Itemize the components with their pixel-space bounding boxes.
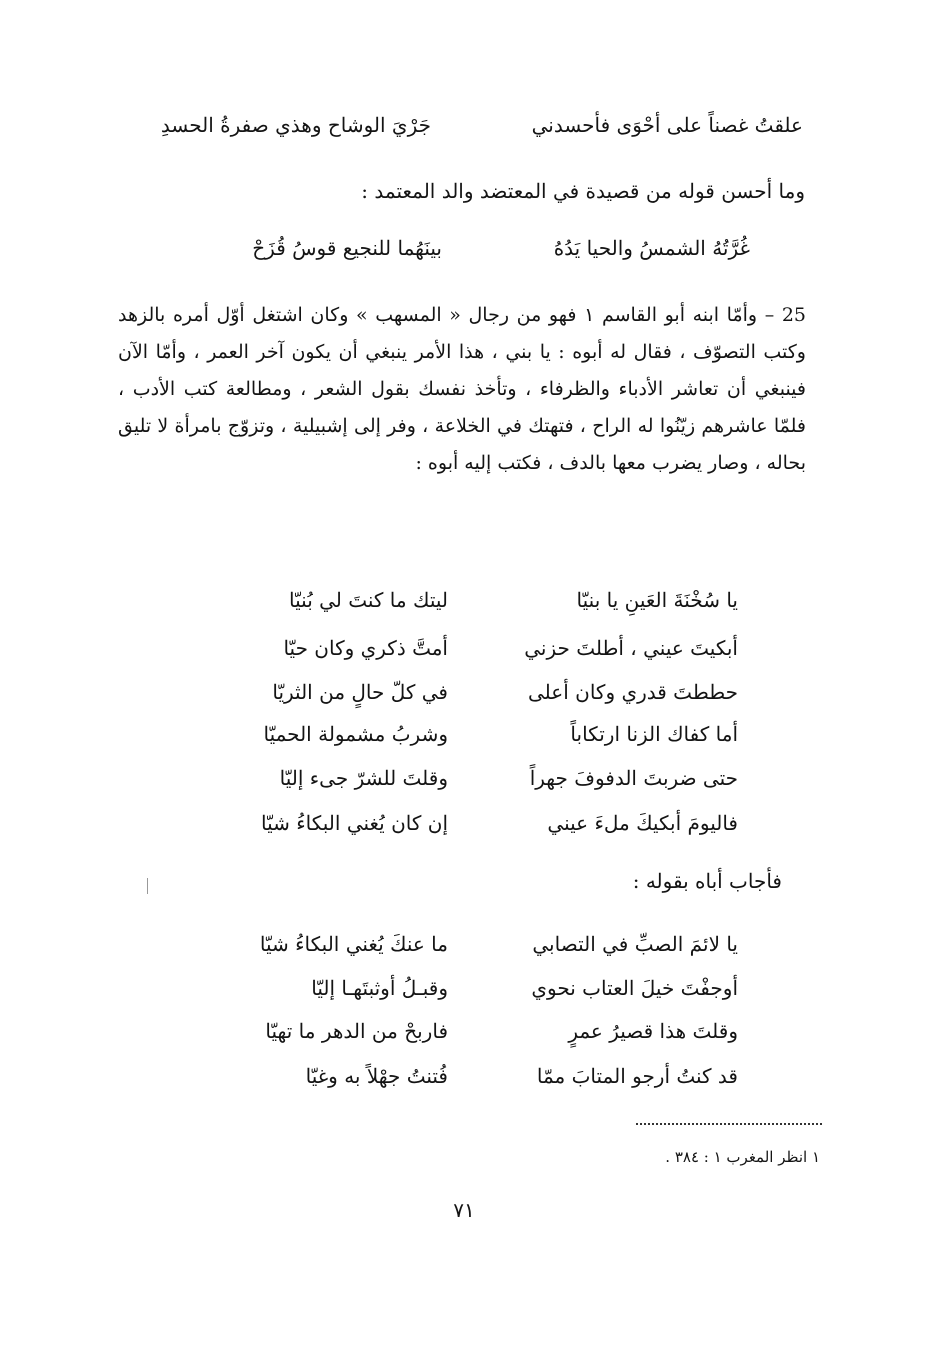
verse-first-hemistich: علقتُ غصناً على أحْوَى فأحسدني [531,113,803,137]
verse-first-hemistich: غُرَّتُهُ الشمسُ والحيا يَدُهُ [553,236,750,260]
verse-second-hemistich: فاربحْ من الدهر ما تهيّا [265,1019,448,1043]
verse-second-hemistich: ما عنكَ يُغني البكاءُ شيّا [259,932,448,956]
footnote-divider [636,1123,822,1125]
verse-first-hemistich: قد كنتُ أرجو المتابَ ممّا [536,1064,738,1088]
page-number: ٧١ [453,1198,475,1222]
poem-verse [198,1016,738,1048]
verse-second-hemistich: وقبـلُ أوثبتَهـا إليّا [311,976,448,1000]
verse-second-hemistich: فُتنتُ جهْلاً به وغيّا [305,1064,448,1088]
verse-second-hemistich: جَرْيَ الوشاح وهذي صفرةُ الحسدِ [160,113,431,137]
intro-line: وما أحسن قوله من قصيدة في المعتضد والد المعتمد : [361,179,805,203]
verse-second-hemistich: في كلّ حالٍ من الثريّا [272,680,448,704]
poem-verse [198,585,738,617]
verse-first-hemistich: أوجفْتَ خيلَ العتاب نحوي [531,976,738,1000]
scan-artifact-mark [147,878,148,894]
verse-second-hemistich: ليتك ما كنتَ لي بُنيّا [289,588,448,612]
verse-first-hemistich: يا سُخْنَةَ العَينِ يا بنيّا [576,588,738,612]
verse-first-hemistich: حططتَ قدري وكان أعلى [528,680,738,704]
verse-second-hemistich: أمتَّ ذكري وكان حيّا [283,636,448,660]
verse-first-hemistich: أبكيتَ عيني ، أطلتَ حزني [524,636,738,660]
verse-first-hemistich: حتى ضربتَ الدفوفَ جهراً [529,766,738,790]
poem-verse [198,719,738,751]
poem-verse [198,973,738,1005]
reply-intro: فأجاب أباه بقوله : [632,869,782,893]
verse-first-hemistich: أما كفاك الزنا ارتكاباً [570,722,738,746]
second-verse [170,233,750,265]
poem-verse [198,677,738,709]
poem-verse [198,808,738,840]
verse-second-hemistich: وقلتَ للشرّ جىء إليّا [279,766,448,790]
verse-first-hemistich: فاليومَ أبكيكَ ملءَ عيني [547,811,738,835]
poem-verse [198,633,738,665]
poem-verse [198,763,738,795]
verse-first-hemistich: وقلتَ هذا قصيرُ عمرٍ [568,1019,738,1043]
footnote: ١ انظر المغرب ١ : ٣٨٤ . [665,1148,820,1166]
prose-paragraph: 25 – وأمّا ابنه أبو القاسم ١ فهو من رجال « المسهب » وكان اشتغل أوّل أمره بالزهد وكتب التصوّف ، فقال له أبوه : يا بني ، هذا الأمر ينبغي أن يكون آخر العمر ، وأمّا الآن فينبغي أن تعاشر الأدباء والظرفاء ، وتأخذ نفسك بقول الشعر ، ومطالعة كتب الأدب ، فلمّا عاشرهم زيّنُوا له الراح ، فتهتك في الخلاعة ، وفر إلى إشبيلية ، وتزوّج بامرأة لا تليق بحاله ، وصار يضرب معها بالدف ، فكتب إليه أبوه : [118,304,807,474]
verse-first-hemistich: يا لائمَ الصبِّ في التصابي [532,932,738,956]
poem-verse [198,1061,738,1093]
verse-second-hemistich: بينَهُما للنجيع قوسُ قُزَحْ [252,236,442,260]
verse-second-hemistich: إن كان يُغني البكاءُ شيّا [260,811,448,835]
opening-verse [113,110,803,142]
poem-verse [198,929,738,961]
verse-second-hemistich: وشربُ مشمولة الحميّا [263,722,448,746]
